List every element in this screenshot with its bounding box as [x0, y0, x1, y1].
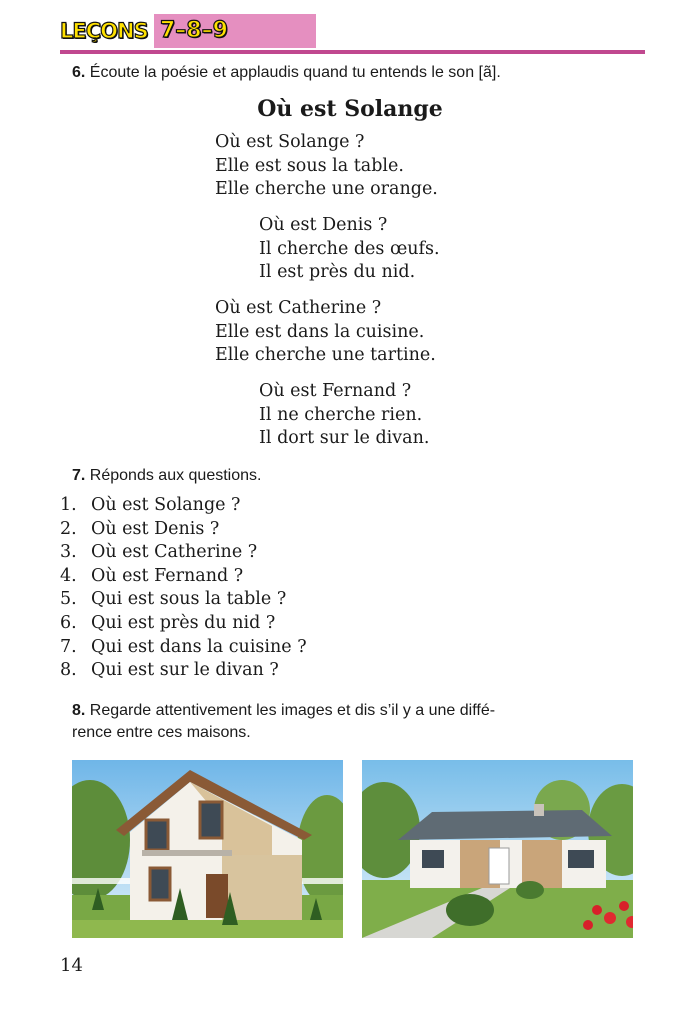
question-number: 1. — [60, 495, 77, 515]
question-text: Où est Solange ? — [91, 495, 241, 515]
poem-line: Il cherche des œufs. — [259, 238, 440, 259]
exercise-6-number: 6. — [72, 64, 86, 81]
question-number: 6. — [60, 612, 77, 633]
exercise-8-text-line1: Regarde attentivement les images et dis s’il y a une diffé- — [89, 702, 496, 719]
question-text: Qui est sur le divan ? — [91, 660, 279, 681]
poem-line: Elle cherche une tartine. — [215, 345, 436, 365]
question-item — [60, 518, 307, 542]
question-item — [60, 565, 307, 589]
exercise-7-text: Réponds aux questions. — [89, 467, 262, 484]
question-text: Qui est sous la table ? — [91, 589, 287, 610]
poem-title: Où est Solange — [257, 96, 443, 122]
poem-stanza-1 — [215, 131, 438, 202]
poem-line: Il ne cherche rien. — [259, 404, 423, 425]
lessons-label: LEÇONS — [60, 19, 148, 43]
question-number: 5. — [60, 589, 77, 610]
poem-line: Où est Solange ? — [215, 132, 365, 152]
poem-line: Elle est dans la cuisine. — [215, 321, 425, 342]
exercise-8-text-line2: rence entre ces maisons. — [72, 724, 251, 741]
poem-line: Il dort sur le divan. — [259, 428, 430, 448]
question-number: 3. — [60, 542, 77, 563]
question-item — [60, 612, 307, 636]
question-list — [60, 494, 307, 683]
house-photo-bungalow — [362, 760, 633, 938]
question-number: 4. — [60, 565, 77, 586]
exercise-6-text: Écoute la poésie et applaudis quand tu entends le son [ã]. — [89, 64, 501, 81]
poem-stanza-3 — [215, 297, 436, 368]
question-text: Où est Catherine ? — [91, 542, 258, 563]
question-item — [60, 494, 307, 518]
page-number: 14 — [60, 955, 83, 976]
poem-line: Elle est sous la table. — [215, 155, 404, 176]
lessons-numbers: 7–8–9 — [154, 14, 316, 48]
question-text: Qui est dans la cuisine ? — [91, 636, 307, 657]
exercise-8-instruction — [72, 700, 644, 744]
question-item — [60, 588, 307, 612]
house-photo-two-story — [72, 760, 343, 938]
question-number: 8. — [60, 660, 77, 681]
poem-line: Il est près du nid. — [259, 262, 416, 282]
question-item — [60, 659, 307, 683]
exercise-6-instruction — [72, 64, 501, 82]
poem-line: Où est Catherine ? — [215, 298, 382, 318]
question-number: 7. — [60, 636, 77, 657]
question-item — [60, 636, 307, 660]
exercise-7-number: 7. — [72, 467, 86, 484]
poem-line: Où est Denis ? — [259, 215, 388, 235]
exercise-8-number: 8. — [72, 702, 86, 719]
question-item — [60, 541, 307, 565]
poem-stanza-4 — [259, 380, 429, 451]
poem-line: Où est Fernand ? — [259, 381, 412, 401]
question-number: 2. — [60, 518, 77, 539]
question-text: Où est Denis ? — [91, 518, 220, 539]
question-text: Qui est près du nid ? — [91, 612, 276, 633]
poem-stanza-2 — [259, 214, 440, 285]
question-text: Où est Fernand ? — [91, 565, 244, 586]
poem-line: Elle cherche une orange. — [215, 179, 438, 199]
header-rule — [60, 50, 645, 54]
exercise-7-instruction — [72, 467, 261, 485]
